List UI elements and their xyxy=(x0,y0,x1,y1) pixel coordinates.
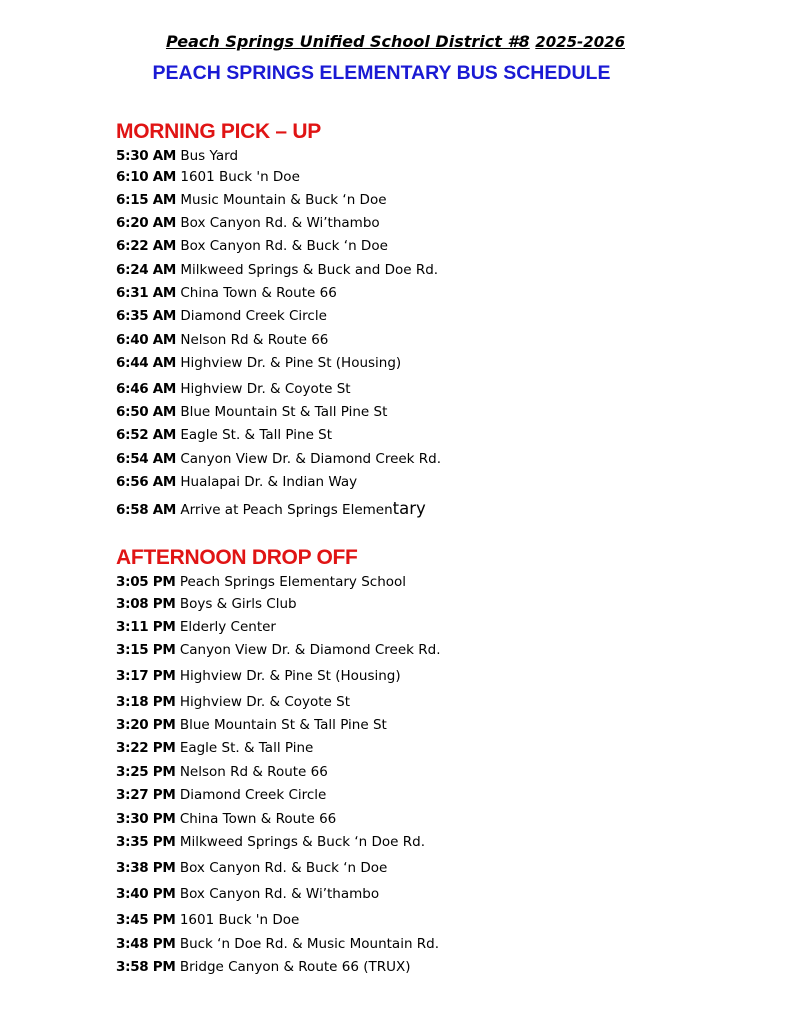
stop-place: Elderly Center xyxy=(179,619,276,635)
stop-place: Peach Springs Elementary School xyxy=(179,574,407,590)
stop-time: 3:25 PM xyxy=(116,764,176,780)
stop-time: 6:20 AM xyxy=(116,215,177,231)
stop-time: 3:17 PM xyxy=(116,668,176,684)
stop-place: Canyon View Dr. & Diamond Creek Rd. xyxy=(180,451,442,467)
stop-time: 5:30 AM xyxy=(116,148,177,164)
morning-stop xyxy=(116,473,357,491)
stop-place: Nelson Rd & Route 66 xyxy=(179,764,328,780)
stop-time: 6:50 AM xyxy=(116,404,177,420)
afternoon-stop xyxy=(116,885,379,903)
stop-place: Box Canyon Rd. & Wi’thambo xyxy=(179,886,380,902)
district-name: Peach Springs Unified School District #8 xyxy=(165,32,530,51)
district-title xyxy=(0,31,791,53)
afternoon-stop xyxy=(116,786,326,804)
morning-stop xyxy=(116,191,387,209)
stop-time: 3:22 PM xyxy=(116,740,176,756)
afternoon-stop xyxy=(116,958,411,976)
stop-time: 3:18 PM xyxy=(116,694,176,710)
stop-place: 1601 Buck 'n Doe xyxy=(180,169,300,185)
stop-time: 3:40 PM xyxy=(116,886,176,902)
afternoon-stop xyxy=(116,667,401,685)
afternoon-stop xyxy=(116,911,299,929)
stop-time: 6:31 AM xyxy=(116,285,177,301)
afternoon-stop xyxy=(116,573,406,591)
stop-place: Music Mountain & Buck ‘n Doe xyxy=(180,192,387,208)
morning-stop xyxy=(116,403,387,421)
morning-stop xyxy=(116,284,337,302)
morning-stop xyxy=(116,450,441,468)
stop-place: Eagle St. & Tall Pine St xyxy=(180,427,333,443)
stop-place: Nelson Rd & Route 66 xyxy=(180,332,329,348)
afternoon-stop xyxy=(116,641,441,659)
stop-place: Hualapai Dr. & Indian Way xyxy=(180,474,358,490)
stop-time: 6:54 AM xyxy=(116,451,177,467)
stop-time: 6:40 AM xyxy=(116,332,177,348)
stop-place: China Town & Route 66 xyxy=(180,285,337,301)
morning-stop xyxy=(116,168,300,186)
afternoon-stop xyxy=(116,693,350,711)
morning-stop xyxy=(116,331,328,349)
stop-place: China Town & Route 66 xyxy=(179,811,337,827)
stop-place: Diamond Creek Circle xyxy=(180,308,327,324)
morning-stop xyxy=(116,426,332,444)
stop-time: 3:35 PM xyxy=(116,834,176,850)
stop-time: 3:30 PM xyxy=(116,811,176,827)
afternoon-heading: AFTERNOON DROP OFF xyxy=(116,546,358,569)
morning-stop xyxy=(116,147,238,165)
stop-time: 6:22 AM xyxy=(116,238,177,254)
stop-place: Box Canyon Rd. & Wi’thambo xyxy=(180,215,380,231)
stop-time: 3:11 PM xyxy=(116,619,176,635)
stop-time: 3:05 PM xyxy=(116,574,176,590)
stop-place-suffix: tary xyxy=(392,499,426,518)
afternoon-stop xyxy=(116,859,387,877)
stop-place: Boys & Girls Club xyxy=(179,596,297,612)
stop-time: 6:46 AM xyxy=(116,381,177,397)
afternoon-stop xyxy=(116,739,313,757)
stop-place: Box Canyon Rd. & Buck ‘n Doe xyxy=(179,860,388,876)
morning-stop xyxy=(116,307,327,325)
stop-place: Milkweed Springs & Buck and Doe Rd. xyxy=(180,262,439,278)
stop-time: 6:58 AM xyxy=(116,502,177,518)
morning-stop xyxy=(116,214,380,232)
stop-time: 6:10 AM xyxy=(116,169,177,185)
morning-stop xyxy=(116,237,388,255)
stop-place: Bus Yard xyxy=(180,148,239,164)
stop-place: Bridge Canyon & Route 66 (TRUX) xyxy=(179,959,411,975)
morning-stop xyxy=(116,261,438,279)
afternoon-stop xyxy=(116,935,439,953)
stop-time: 3:15 PM xyxy=(116,642,176,658)
school-year: 2025-2026 xyxy=(535,33,626,51)
morning-stop xyxy=(116,354,401,372)
afternoon-stop xyxy=(116,810,336,828)
stop-time: 3:48 PM xyxy=(116,936,176,952)
afternoon-stop xyxy=(116,716,387,734)
stop-time: 6:35 AM xyxy=(116,308,177,324)
stop-time: 6:15 AM xyxy=(116,192,177,208)
stop-place: Canyon View Dr. & Diamond Creek Rd. xyxy=(179,642,441,658)
afternoon-stop xyxy=(116,618,276,636)
stop-place: 1601 Buck 'n Doe xyxy=(179,912,300,928)
stop-time: 6:44 AM xyxy=(116,355,177,371)
stop-place: Arrive at Peach Springs Elemen xyxy=(180,502,393,518)
afternoon-stop xyxy=(116,595,297,613)
morning-heading: MORNING PICK – UP xyxy=(116,120,321,143)
stop-place: Box Canyon Rd. & Buck ‘n Doe xyxy=(180,238,388,254)
stop-place: Highview Dr. & Pine St (Housing) xyxy=(179,668,401,684)
schedule-title: PEACH SPRINGS ELEMENTARY BUS SCHEDULE xyxy=(152,62,611,84)
afternoon-stop xyxy=(116,833,425,851)
stop-time: 3:58 PM xyxy=(116,959,176,975)
stop-time: 3:38 PM xyxy=(116,860,176,876)
stop-time: 3:20 PM xyxy=(116,717,176,733)
stop-place: Highview Dr. & Pine St (Housing) xyxy=(180,355,402,371)
afternoon-stop xyxy=(116,763,328,781)
stop-time: 3:08 PM xyxy=(116,596,176,612)
stop-time: 6:56 AM xyxy=(116,474,177,490)
stop-time: 6:52 AM xyxy=(116,427,177,443)
stop-place: Blue Mountain St & Tall Pine St xyxy=(180,404,388,420)
stop-time: 3:45 PM xyxy=(116,912,176,928)
stop-time: 6:24 AM xyxy=(116,262,177,278)
stop-place: Diamond Creek Circle xyxy=(179,787,327,803)
stop-place: Blue Mountain St & Tall Pine St xyxy=(179,717,387,733)
stop-time: 3:27 PM xyxy=(116,787,176,803)
stop-place: Milkweed Springs & Buck ‘n Doe Rd. xyxy=(179,834,425,850)
stop-place: Buck ‘n Doe Rd. & Music Mountain Rd. xyxy=(179,936,440,952)
stop-place: Highview Dr. & Coyote St xyxy=(180,381,351,397)
morning-stop xyxy=(116,500,426,519)
morning-stop xyxy=(116,380,351,398)
stop-place: Highview Dr. & Coyote St xyxy=(179,694,351,710)
stop-place: Eagle St. & Tall Pine xyxy=(179,740,314,756)
